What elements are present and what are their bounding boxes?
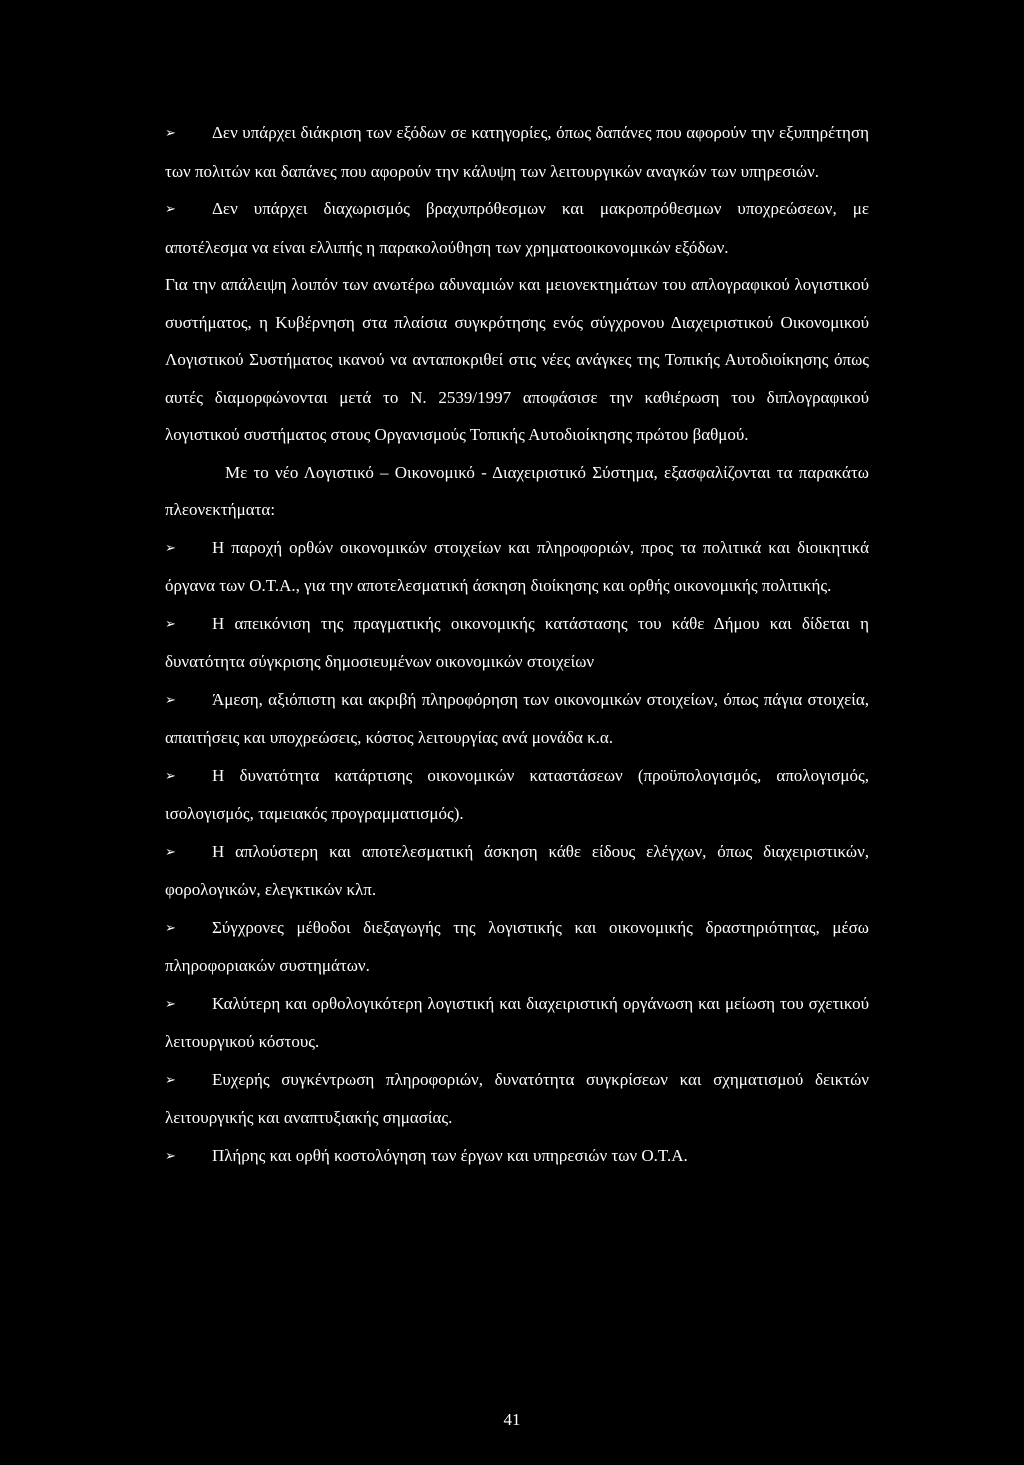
bullet-item	[165, 1137, 869, 1176]
arrow-bullet-icon: ➢	[165, 844, 176, 860]
bullet-item	[165, 833, 869, 909]
arrow-bullet-icon: ➢	[165, 616, 176, 632]
bullet-text: Η δυνατότητα κατάρτισης οικονομικών καταστάσεων (προϋπολογισμός, απολογισμός, ισολογισμός, ταμειακός προγραμματισμός).	[165, 765, 869, 823]
bullet-text: Η απλούστερη και αποτελεσματική άσκηση κάθε είδους ελέγχων, όπως διαχειριστικών, φορολογικών, ελεγκτικών κλπ.	[165, 841, 869, 899]
bullet-item	[165, 757, 869, 833]
bullet-text: Δεν υπάρχει διαχωρισμός βραχυπρόθεσμων και μακροπρόθεσμων υποχρεώσεων, με αποτέλεσμα να είναι ελλιπής η παρακολούθηση των χρηματοοικονομικών εξόδων.	[165, 199, 869, 257]
bullet-item	[165, 1061, 869, 1137]
arrow-bullet-icon: ➢	[165, 996, 176, 1012]
bullet-text: Η απεικόνιση της πραγματικής οικονομικής κατάστασης του κάθε Δήμου και δίδεται η δυνατότητα σύγκρισης δημοσιευμένων οικονομικών στοιχείων	[165, 613, 869, 671]
bullet-item	[165, 681, 869, 757]
page-number: 41	[503, 1410, 521, 1429]
bullet-item	[165, 605, 869, 681]
arrow-bullet-icon: ➢	[165, 1072, 176, 1088]
bullet-item	[165, 529, 869, 605]
bullet-text: Πλήρης και ορθή κοστολόγηση των έργων και υπηρεσιών των Ο.Τ.Α.	[212, 1145, 688, 1165]
arrow-bullet-icon: ➢	[165, 692, 176, 708]
bullet-item	[165, 985, 869, 1061]
arrow-bullet-icon: ➢	[165, 768, 176, 784]
bullet-text: Σύγχρονες μέθοδοι διεξαγωγής της λογιστικής και οικονομικής δραστηριότητας, μέσω πληροφοριακών συστημάτων.	[165, 917, 869, 975]
arrow-bullet-icon: ➢	[165, 202, 176, 217]
bullet-text: Ευχερής συγκέντρωση πληροφοριών, δυνατότητα συγκρίσεων και σχηματισμού δεικτών λειτουργικής και αναπτυξιακής σημασίας.	[165, 1069, 869, 1127]
paragraph: Με το νέο Λογιστικό – Οικονομικό - Διαχειριστικό Σύστημα, εξασφαλίζονται τα παρακάτω πλεονεκτήματα:	[165, 462, 869, 519]
arrow-bullet-icon: ➢	[165, 1148, 176, 1164]
bullet-text: Άμεση, αξιόπιστη και ακριβή πληροφόρηση των οικονομικών στοιχείων, όπως πάγια στοιχεία, απαιτήσεις και υποχρεώσεις, κόστος λειτουργίας ανά μονάδα κ.α.	[165, 689, 869, 747]
bullet-item	[165, 114, 869, 190]
arrow-bullet-icon: ➢	[165, 920, 176, 936]
bullet-item	[165, 909, 869, 985]
bullet-text: Η παροχή ορθών οικονομικών στοιχείων και πληροφοριών, προς τα πολιτικά και διοικητικά όργανα των Ο.Τ.Α., για την αποτελεσματική άσκηση διοίκησης και ορθής οικονομικής πολιτικής.	[165, 537, 869, 595]
bullet-text: Καλύτερη και ορθολογικότερη λογιστική και διαχειριστική οργάνωση και μείωση του σχετικού λειτουργικού κόστους.	[165, 993, 869, 1051]
arrow-bullet-icon: ➢	[165, 540, 176, 556]
paragraph: Για την απάλειψη λοιπόν των ανωτέρω αδυναμιών και μειονεκτημάτων του απλογραφικού λογιστικού συστήματος, η Κυβέρνηση στα πλαίσια συγκρότησης ενός σύγχρονου Διαχειριστικού Οικονομικού Λογιστικού Συστήματος ικανού να ανταποκριθεί στις νέες ανάγκες της Τοπικής Αυτοδιοίκησης όπως αυτές διαμορφώνονται μετά το Ν. 2539/1997 αποφάσισε την καθιέρωση του διπλογραφικού λογιστικού συστήματος στους Οργανισμούς Τοπικής Αυτοδιοίκησης πρώτου βαθμού.	[165, 275, 869, 444]
bullet-item	[165, 190, 869, 266]
document-body	[165, 114, 869, 1175]
bullet-text: Δεν υπάρχει διάκριση των εξόδων σε κατηγορίες, όπως δαπάνες που αφορούν την εξυπηρέτηση των πολιτών και δαπάνες που αφορούν την κάλυψη των λειτουργικών αναγκών των υπηρεσιών.	[165, 123, 869, 181]
arrow-bullet-icon: ➢	[165, 126, 176, 141]
